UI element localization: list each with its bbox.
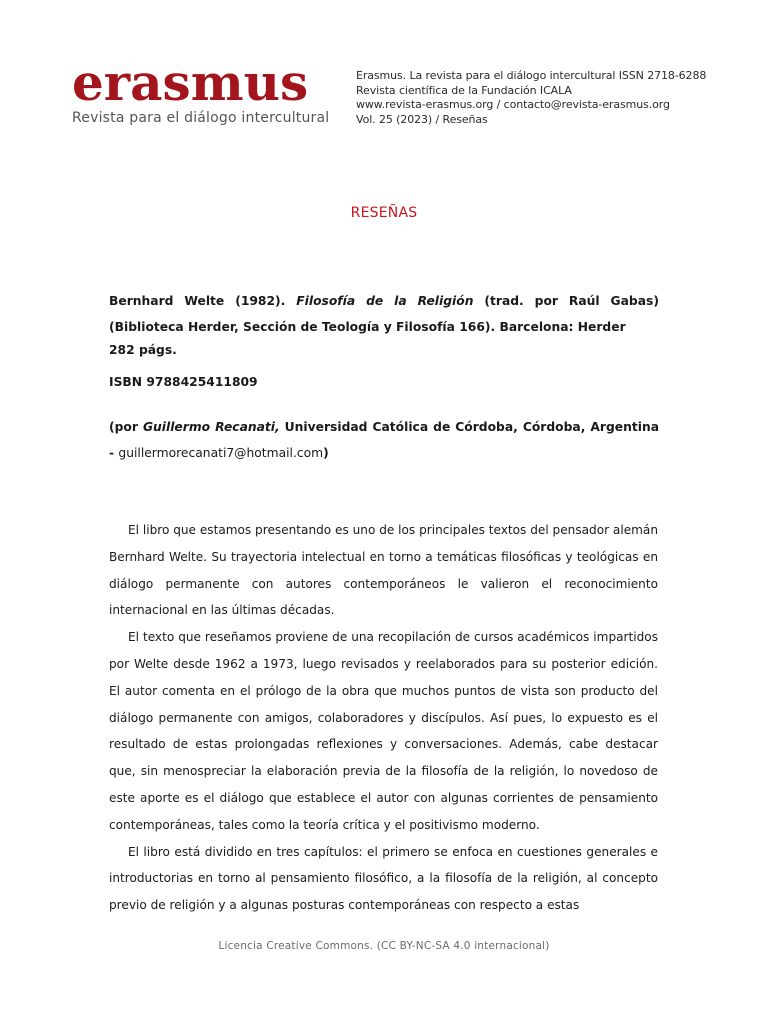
citation-book-title: Filosofía de la Religión (296, 294, 474, 308)
license-footer: Licencia Creative Commons. (CC BY-NC-SA 4.0 internacional) (218, 940, 550, 952)
body-paragraph: El texto que reseñamos proviene de una recopilación de cursos académicos impartidos por Welte desde 1962 a 1973, luego revisados y reelaborados para su posterior edición. El autor comenta en el prólogo de la obra que muchos puntos de vista son producto del diálogo permanente con amigos, colaboradores y discípulos. Así pues, lo expuesto es el resultado de estas prolongadas reflexiones y conversaciones. Además, cabe destacar que, sin menospreciar la elaboración previa de la filosofía de la religión, lo novedoso de este aporte es el diálogo que establece el autor con algunas corrientes de pensamiento contemporáneas, tales como la teoría crítica y el positivismo moderno. (109, 630, 658, 832)
book-pages: 282 págs. (109, 343, 177, 357)
author-name: Guillermo Recanati, (142, 420, 280, 434)
citation-author-year: Bernhard Welte (1982). (109, 294, 297, 308)
section-title: RESEÑAS (350, 205, 418, 221)
journal-logo (72, 53, 334, 126)
journal-info (356, 69, 706, 127)
book-isbn: ISBN 9788425411809 (109, 375, 258, 389)
logo-wordmark: erasmus (72, 53, 309, 112)
review-author (109, 414, 659, 466)
body-paragraph: El libro que estamos presentando es uno de los principales textos del pensador alemán Bernhard Welte. Su trayectoria intelectual en torno a temáticas filosóficas y teológicas en diálogo permanente con autores contemporáneos le valieron el reconocimiento internacional en las últimas décadas. (109, 523, 658, 618)
logo-subtitle: Revista para el diálogo intercultural (72, 110, 330, 126)
author-affiliation: Universidad Católica de Córdoba, Córdoba, Argentina - (109, 420, 659, 460)
body-paragraph: El libro está dividido en tres capítulos: el primero se enfoca en cuestiones generales e introductorias en torno al pensamiento filosófico, a la filosofía de la religión, al concepto previo de religión y a algunas posturas contemporáneas con respecto a estas (109, 844, 658, 913)
author-prefix: (por (109, 420, 143, 434)
journal-info-line: Erasmus. La revista para el diálogo intercultural ISSN 2718-6288 (356, 69, 707, 82)
author-email-link[interactable]: guillermorecanati7@hotmail.com (118, 446, 324, 460)
author-suffix: ) (323, 446, 329, 460)
review-reference (109, 288, 659, 466)
journal-info-line: Vol. 25 (2023) / Reseñas (356, 112, 488, 126)
citation-publication: (trad. por Raúl Gabas) (Biblioteca Herder, Sección de Teología y Filosofía 166). Barcelona: Herder (109, 294, 659, 334)
journal-info-links[interactable]: www.revista-erasmus.org / contacto@revista-erasmus.org (356, 98, 670, 111)
review-body (109, 517, 658, 919)
journal-info-line: Revista científica de la Fundación ICALA (356, 83, 572, 97)
book-citation (109, 288, 659, 340)
